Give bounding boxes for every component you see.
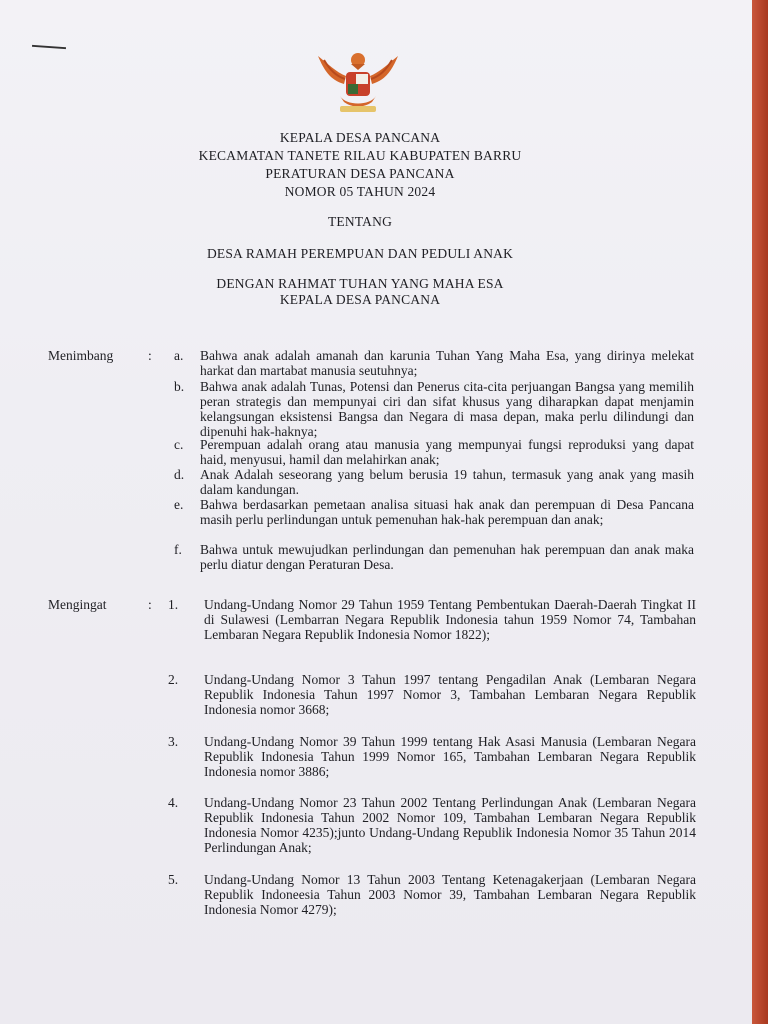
grace-line-1: DENGAN RAHMAT TUHAN YANG MAHA ESA [216,276,504,291]
tentang-heading: TENTANG [327,214,393,229]
menimbang-item: Bahwa anak adalah amanah dan karunia Tuhan Yang Maha Esa, yang dirinya melekat harkat dan martabat manusia seutuhnya; [200,348,694,378]
menimbang-marker: f. [174,542,182,557]
menimbang-item: Perempuan adalah orang atau manusia yang mempunyai fungsi reproduksi yang dapat haid, menyusui, hamil dan melahirkan anak; [200,437,694,467]
mengingat-label: Mengingat [48,597,107,612]
menimbang-colon: : [148,348,152,363]
menimbang-marker: c. [174,437,184,452]
mengingat-item: Undang-Undang Nomor 39 Tahun 1999 tentang Hak Asasi Manusia (Lembaran Negara Republik Indonesia Tahun 1999 Nomor 165, Tambahan Lembaran Negara Republik Indonesia nomor 3886; [204,734,696,779]
mengingat-colon: : [148,597,152,612]
menimbang-marker: d. [174,467,185,482]
header-line-2: KECAMATAN TANETE RILAU KABUPATEN BARRU [198,148,522,163]
regulation-subject: DESA RAMAH PEREMPUAN DAN PEDULI ANAK [206,246,514,261]
mengingat-marker: 2. [168,672,179,687]
garuda-emblem-icon [310,46,406,118]
menimbang-item: Bahwa berdasarkan pemetaan analisa situasi hak anak dan perempuan di Desa Pancana masih perlu perlindungan untuk pemenuhan hak-hak perempuan dan anak; [200,497,694,527]
mengingat-item: Undang-Undang Nomor 3 Tahun 1997 tentang Pengadilan Anak (Lembaran Negara Republik Indonesia Tahun 1997 Nomor 3, Tambahan Lembaran Negara Republik Indonesia nomor 3668; [204,672,696,717]
mengingat-item: Undang-Undang Nomor 29 Tahun 1959 Tentang Pembentukan Daerah-Daerah Tingkat II di Sulawesi (Lembarran Negara Republik Indonesia tahun 1959 Nomor 74, Tambahan Lembaran Negara Republik Indonesia Nomor 1822); [204,597,696,642]
mengingat-marker: 5. [168,872,179,887]
menimbang-item: Bahwa anak adalah Tunas, Potensi dan Penerus cita-cita perjuangan Bangsa yang memilih peran strategis dan mempunyai ciri dan sifat khusus yang diharapkan dapat menjamin kelangsungan eksistensi Bangsa dan Negara di masa depan, maka perlu dilindungi dan dipenuhi hak-haknya; [200,379,694,439]
regulation-number: NOMOR 05 TAHUN 2024 [284,184,436,199]
mengingat-marker: 3. [168,734,179,749]
menimbang-marker: e. [174,497,184,512]
pen-mark [32,45,66,49]
menimbang-marker: b. [174,379,185,394]
grace-line-2: KEPALA DESA PANCANA [279,292,441,307]
header-line-3: PERATURAN DESA PANCANA [265,166,455,181]
menimbang-item: Anak Adalah seseorang yang belum berusia 19 tahun, termasuk yang anak yang masih dalam kandungan. [200,467,694,497]
menimbang-label: Menimbang [48,348,114,363]
mengingat-marker: 1. [168,597,179,612]
mengingat-item: Undang-Undang Nomor 13 Tahun 2003 Tentang Ketenagakerjaan (Lembaran Negara Republik Indoneesia Tahun 2003 Nomor 39, Tambahan Lembaran Negara Republik Indonesia Nomor 4279); [204,872,696,917]
mengingat-item: Undang-Undang Nomor 23 Tahun 2002 Tentang Perlindungan Anak (Lembaran Negara Republik Indonesia Tahun 2002 Nomor 109, Tambahan Lembaran Negara Republik Indonesia Nomor 4235);junto Undang-Undang Republik Indonesia Nomor 35 Tahun 2014 Perlindungan Anak; [204,795,696,855]
mengingat-marker: 4. [168,795,179,810]
header-line-1: KEPALA DESA PANCANA [279,130,441,145]
menimbang-item: Bahwa untuk mewujudkan perlindungan dan pemenuhan hak perempuan dan anak maka perlu diatur dengan Peraturan Desa. [200,542,694,572]
menimbang-marker: a. [174,348,184,363]
background-edge [752,0,768,1024]
